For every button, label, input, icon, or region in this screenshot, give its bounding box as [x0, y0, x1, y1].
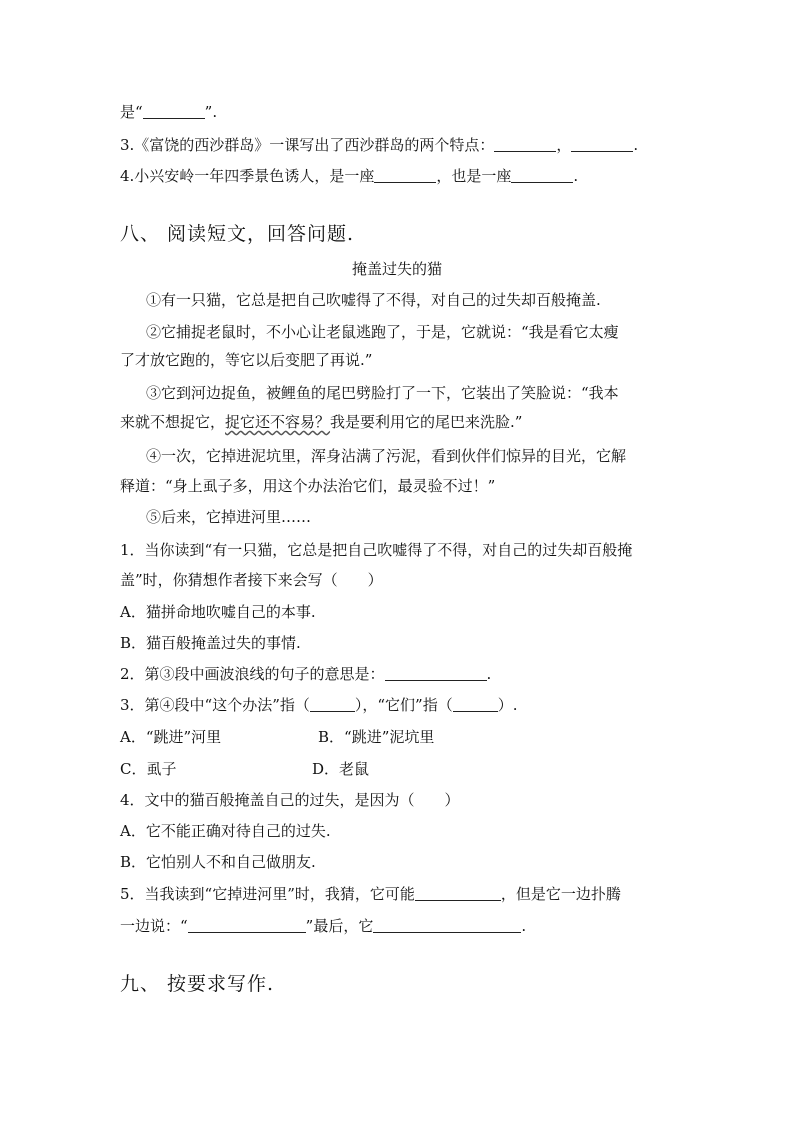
text: 来就不想捉它，: [120, 413, 226, 431]
text: 3．第④段中“这个办法”指（: [120, 696, 310, 714]
text: ，: [556, 136, 572, 154]
answer-blank[interactable]: [385, 665, 487, 681]
answer-blank[interactable]: [143, 103, 205, 119]
question-4-option-b[interactable]: B．它怕别人不和自己做朋友.: [120, 853, 316, 871]
text: 3.《富饶的西沙群岛》一课写出了西沙群岛的两个特点：: [120, 136, 495, 154]
answer-blank[interactable]: [188, 917, 306, 933]
answer-blank[interactable]: [374, 167, 436, 183]
wavy-underlined-sentence: 捉它还不容易？: [225, 413, 331, 431]
paragraph-3-line-2: [120, 412, 522, 432]
section7-line-3: [120, 166, 578, 186]
text: 2．第③段中画波浪线的句子的意思是：: [120, 665, 385, 683]
text: ”.: [204, 103, 218, 121]
text: ），“它们”指（: [354, 696, 453, 714]
question-4: 4．文中的猫百般掩盖自己的过失，是因为（ ）: [120, 791, 460, 809]
text: .: [486, 665, 492, 683]
text: 一边说：“: [120, 917, 188, 935]
passage-title: 掩盖过失的猫: [351, 260, 442, 278]
question-3-option-c[interactable]: C．虱子: [120, 760, 177, 778]
answer-blank[interactable]: [494, 136, 556, 152]
section8-heading: 八、 阅读短文，回答问题.: [120, 223, 355, 245]
text: 5．当我读到“它掉进河里”时，我猜，它可能: [120, 885, 415, 903]
text: .: [633, 136, 639, 154]
section7-line-1: [120, 102, 217, 122]
question-3-option-d[interactable]: D．老鼠: [312, 760, 370, 778]
paragraph-1: ①有一只猫，它总是把自己吹嘘得了不得，对自己的过失却百般掩盖.: [146, 291, 601, 309]
section7-line-2: [120, 135, 638, 155]
text: .: [573, 167, 579, 185]
question-5-line-2: [120, 916, 526, 936]
question-3-option-b[interactable]: B．“跳进”泥坑里: [318, 728, 435, 746]
paragraph-4-line-1: ④一次，它掉进泥坑里，浑身沾满了污泥，看到伙伴们惊异的目光，它解: [146, 447, 627, 465]
text: ”最后，它: [305, 917, 374, 935]
question-1-option-b[interactable]: B．猫百般掩盖过失的事情.: [120, 634, 301, 652]
paragraph-5: ⑤后来，它掉进河里……: [146, 508, 312, 526]
text: 是“: [120, 103, 143, 121]
answer-blank[interactable]: [415, 885, 501, 901]
paragraph-3-line-1: ③它到河边捉鱼，被鲤鱼的尾巴劈脸打了一下，它装出了笑脸说：“我本: [146, 384, 619, 402]
question-5-line-1: [120, 884, 621, 904]
question-3: [120, 695, 518, 715]
text: ）.: [497, 696, 518, 714]
question-1-option-a[interactable]: A．猫拼命地吹嘘自己的本事.: [120, 603, 316, 621]
question-1-line-2: 盖”时，你猜想作者接下来会写（ ）: [120, 571, 383, 589]
section9-heading: 九、 按要求写作.: [120, 973, 275, 995]
paragraph-2-line-1: ②它捕捉老鼠时，不小心让老鼠逃跑了，于是，它就说：“我是看它太瘦: [146, 323, 619, 341]
answer-blank[interactable]: [453, 696, 498, 712]
answer-blank[interactable]: [571, 136, 633, 152]
text: ，但是它一边扑腾: [500, 885, 621, 903]
text: ，也是一座: [436, 167, 512, 185]
answer-blank[interactable]: [310, 696, 355, 712]
question-1-line-1: 1．当你读到“有一只猫，它总是把自己吹嘘得了不得，对自己的过失却百般掩: [120, 541, 633, 559]
paragraph-4-line-2: 释道：“身上虱子多，用这个办法治它们，最灵验不过！”: [120, 477, 496, 495]
question-4-option-a[interactable]: A．它不能正确对待自己的过失.: [120, 822, 331, 840]
question-2: [120, 664, 491, 684]
question-3-option-a[interactable]: A．“跳进”河里: [120, 728, 222, 746]
text: .: [521, 917, 527, 935]
answer-blank[interactable]: [373, 917, 521, 933]
text: 我是要利用它的尾巴来洗脸.”: [330, 413, 523, 431]
paragraph-2-line-2: 了才放它跑的，等它以后变肥了再说.”: [120, 351, 373, 369]
text: 4.小兴安岭一年四季景色诱人，是一座: [120, 167, 375, 185]
answer-blank[interactable]: [511, 167, 573, 183]
